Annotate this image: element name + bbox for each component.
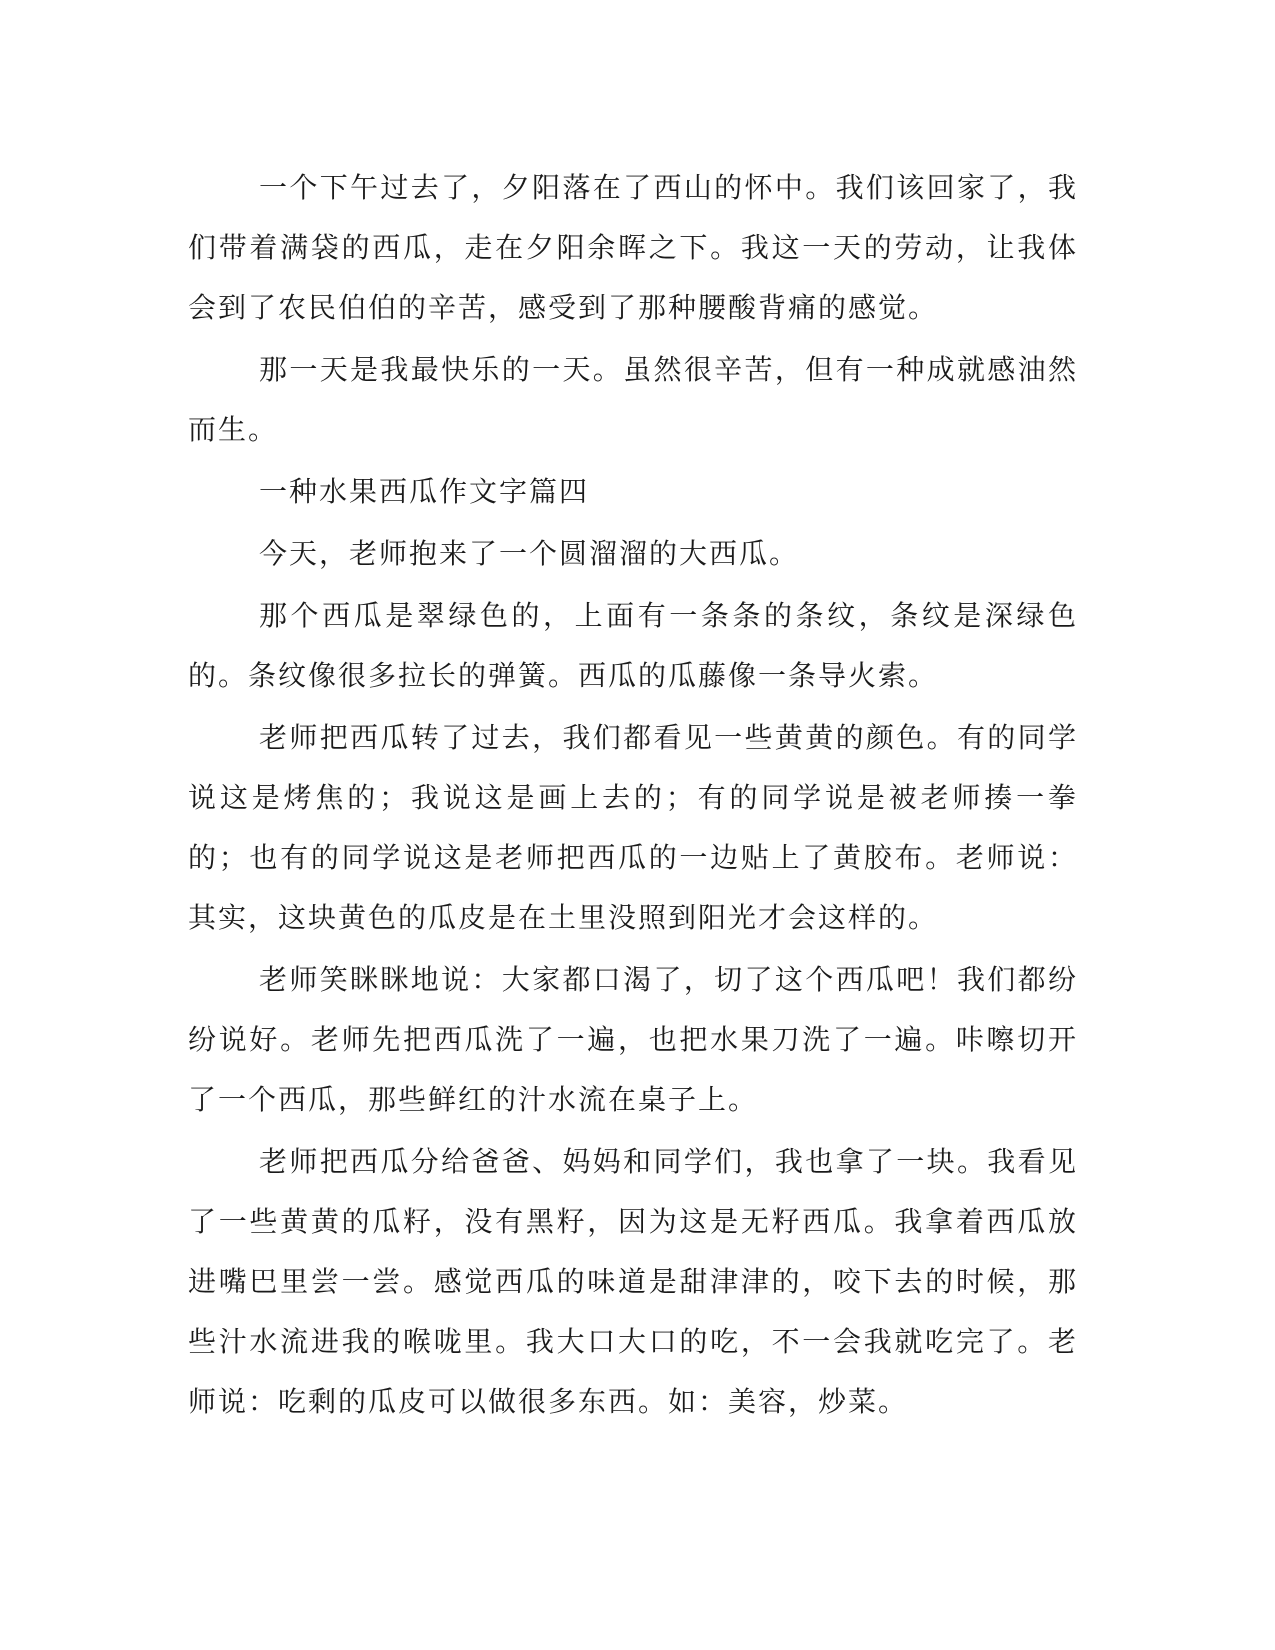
paragraph: 那个西瓜是翠绿色的，上面有一条条的条纹，条纹是深绿色的。条纹像很多拉长的弹簧。西瓜的瓜藤像一条导火索。 <box>188 599 1078 692</box>
section-heading: 一种水果西瓜作文字篇四 <box>259 475 590 508</box>
paragraph: 今天，老师抱来了一个圆溜溜的大西瓜。 <box>259 537 800 570</box>
paragraph: 那一天是我最快乐的一天。虽然很辛苦，但有一种成就感油然而生。 <box>188 353 1078 446</box>
paragraph: 一个下午过去了，夕阳落在了西山的怀中。我们该回家了，我们带着满袋的西瓜，走在夕阳余晖之下。我这一天的劳动，让我体会到了农民伯伯的辛苦，感受到了那种腰酸背痛的感觉。 <box>188 171 1078 324</box>
document-body <box>188 158 1078 1434</box>
paragraph: 老师把西瓜分给爸爸、妈妈和同学们，我也拿了一块。我看见了一些黄黄的瓜籽，没有黑籽，因为这是无籽西瓜。我拿着西瓜放进嘴巴里尝一尝。感觉西瓜的味道是甜津津的，咬下去的时候，那些汁水流进我的喉咙里。我大口大口的吃，不一会我就吃完了。老师说：吃剩的瓜皮可以做很多东西。如：美容，炒菜。 <box>188 1145 1078 1418</box>
paragraph: 老师笑眯眯地说：大家都口渴了，切了这个西瓜吧！我们都纷纷说好。老师先把西瓜洗了一遍，也把水果刀洗了一遍。咔嚓切开了一个西瓜，那些鲜红的汁水流在桌子上。 <box>188 963 1078 1116</box>
paragraph: 老师把西瓜转了过去，我们都看见一些黄黄的颜色。有的同学说这是烤焦的；我说这是画上去的；有的同学说是被老师揍一拳的；也有的同学说这是老师把西瓜的一边贴上了黄胶布。老师说：其实，这块黄色的瓜皮是在土里没照到阳光才会这样的。 <box>188 721 1078 934</box>
